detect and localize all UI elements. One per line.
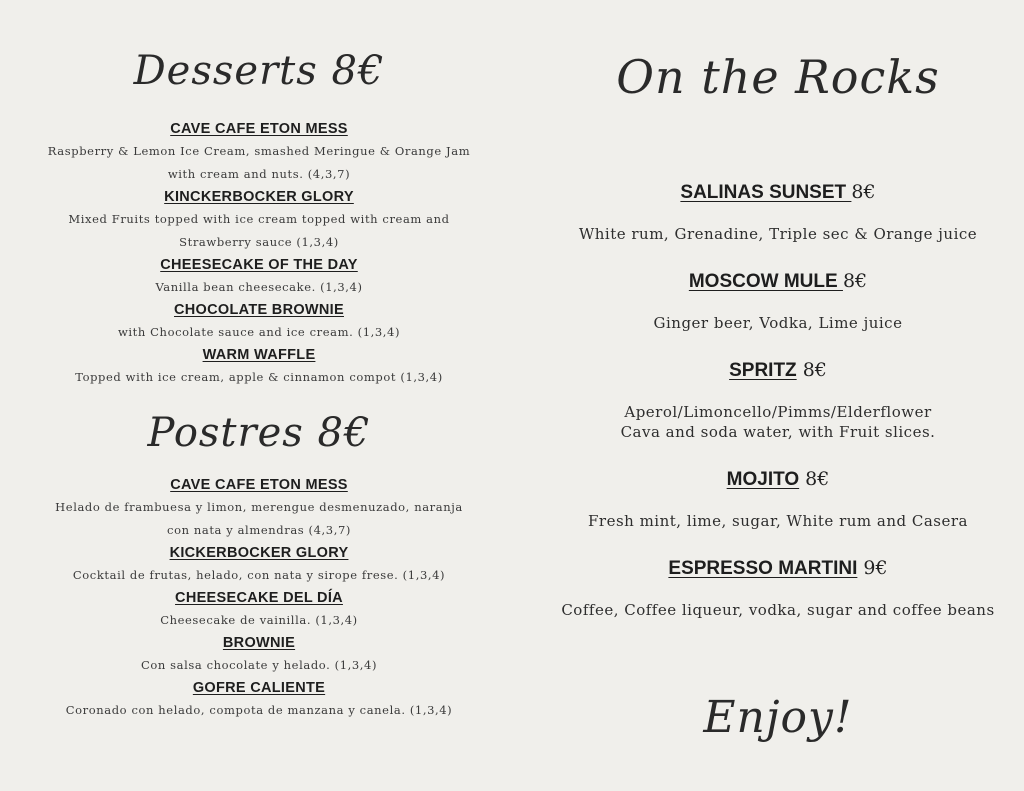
cocktail-description: White rum, Grenadine, Triple sec & Orange juice	[578, 225, 978, 243]
cocktail-header	[548, 552, 1008, 584]
postre-item	[40, 474, 478, 542]
postre-title: KICKERBOCKER GLORY	[169, 545, 349, 561]
postre-item	[40, 587, 478, 632]
dessert-title: CAVE CAFE ETON MESS	[170, 121, 348, 137]
dessert-item	[40, 118, 478, 186]
postre-title: CHEESECAKE DEL DÍA	[175, 590, 343, 606]
dessert-title: WARM WAFFLE	[202, 347, 316, 363]
postre-description: Con salsa chocolate y helado. (1,3,4)	[140, 658, 378, 672]
postre-description: Cheesecake de vainilla. (1,3,4)	[160, 613, 358, 627]
cocktail-description: Coffee, Coffee liqueur, vodka, sugar and coffee beans	[561, 601, 995, 619]
cocktail-name: ESPRESSO MARTINI	[668, 558, 858, 579]
desserts-list	[40, 118, 478, 389]
cocktail-item	[548, 552, 1008, 620]
cocktail-price: 8€	[796, 359, 827, 381]
postre-title: CAVE CAFE ETON MESS	[170, 477, 348, 493]
cocktail-name: MOSCOW MULE	[688, 271, 843, 292]
postre-item	[40, 542, 478, 587]
cocktail-description: Ginger beer, Vodka, Lime juice	[653, 314, 903, 332]
cocktail-price: 8€	[842, 270, 868, 292]
postres-list	[40, 474, 478, 722]
dessert-description: with Chocolate sauce and ice cream. (1,3,4)	[117, 325, 401, 339]
cocktail-description: Aperol/Limoncello/Pimms/Elderflower Cava and soda water, with Fruit slices.	[620, 403, 936, 441]
postre-title: GOFRE CALIENTE	[192, 680, 326, 696]
enjoy-closing: Enjoy!	[703, 692, 853, 743]
cocktail-name: SPRITZ	[729, 360, 797, 381]
dessert-item	[40, 299, 478, 344]
dessert-item	[40, 344, 478, 389]
cocktail-item	[548, 463, 1008, 531]
dessert-description: Vanilla bean cheesecake. (1,3,4)	[155, 280, 363, 294]
cocktail-item	[548, 354, 1008, 442]
cocktail-header	[548, 176, 1008, 208]
dessert-item	[40, 254, 478, 299]
cocktail-name: MOJITO	[726, 469, 800, 490]
dessert-description: Mixed Fruits topped with ice cream topped with cream and Strawberry sauce (1,3,4)	[68, 212, 450, 249]
postre-description: Helado de frambuesa y limon, merengue desmenuzado, naranja con nata y almendras (4,3,7)	[55, 500, 463, 537]
cocktail-name: SALINAS SUNSET	[680, 182, 852, 203]
postres-heading: Postres 8€	[147, 410, 371, 456]
desserts-heading: Desserts 8€	[133, 48, 385, 94]
dessert-description: Raspberry & Lemon Ice Cream, smashed Meringue & Orange Jam with cream and nuts. (4,3,7)	[47, 144, 471, 181]
on-the-rocks-heading: On the Rocks	[616, 50, 940, 104]
dessert-item	[40, 186, 478, 254]
dessert-title: CHOCOLATE BROWNIE	[174, 302, 344, 318]
dessert-description: Topped with ice cream, apple & cinnamon compot (1,3,4)	[75, 370, 443, 384]
cocktail-list	[548, 176, 1008, 641]
postre-title: BROWNIE	[222, 635, 296, 651]
cocktail-description: Fresh mint, lime, sugar, White rum and Casera	[588, 512, 968, 530]
cocktail-price: 8€	[799, 468, 830, 490]
cocktail-item	[548, 265, 1008, 333]
postre-item	[40, 677, 478, 722]
dessert-title: CHEESECAKE OF THE DAY	[160, 257, 358, 273]
cocktail-item	[548, 176, 1008, 244]
dessert-title: KINCKERBOCKER GLORY	[164, 189, 354, 205]
cocktail-price: 9€	[857, 557, 888, 579]
postre-description: Cocktail de frutas, helado, con nata y sirope frese. (1,3,4)	[72, 568, 446, 582]
cocktail-header	[548, 354, 1008, 386]
postre-description: Coronado con helado, compota de manzana y canela. (1,3,4)	[65, 703, 453, 717]
cocktail-header	[548, 265, 1008, 297]
postre-item	[40, 632, 478, 677]
cocktail-header	[548, 463, 1008, 495]
cocktail-price: 8€	[851, 181, 876, 203]
